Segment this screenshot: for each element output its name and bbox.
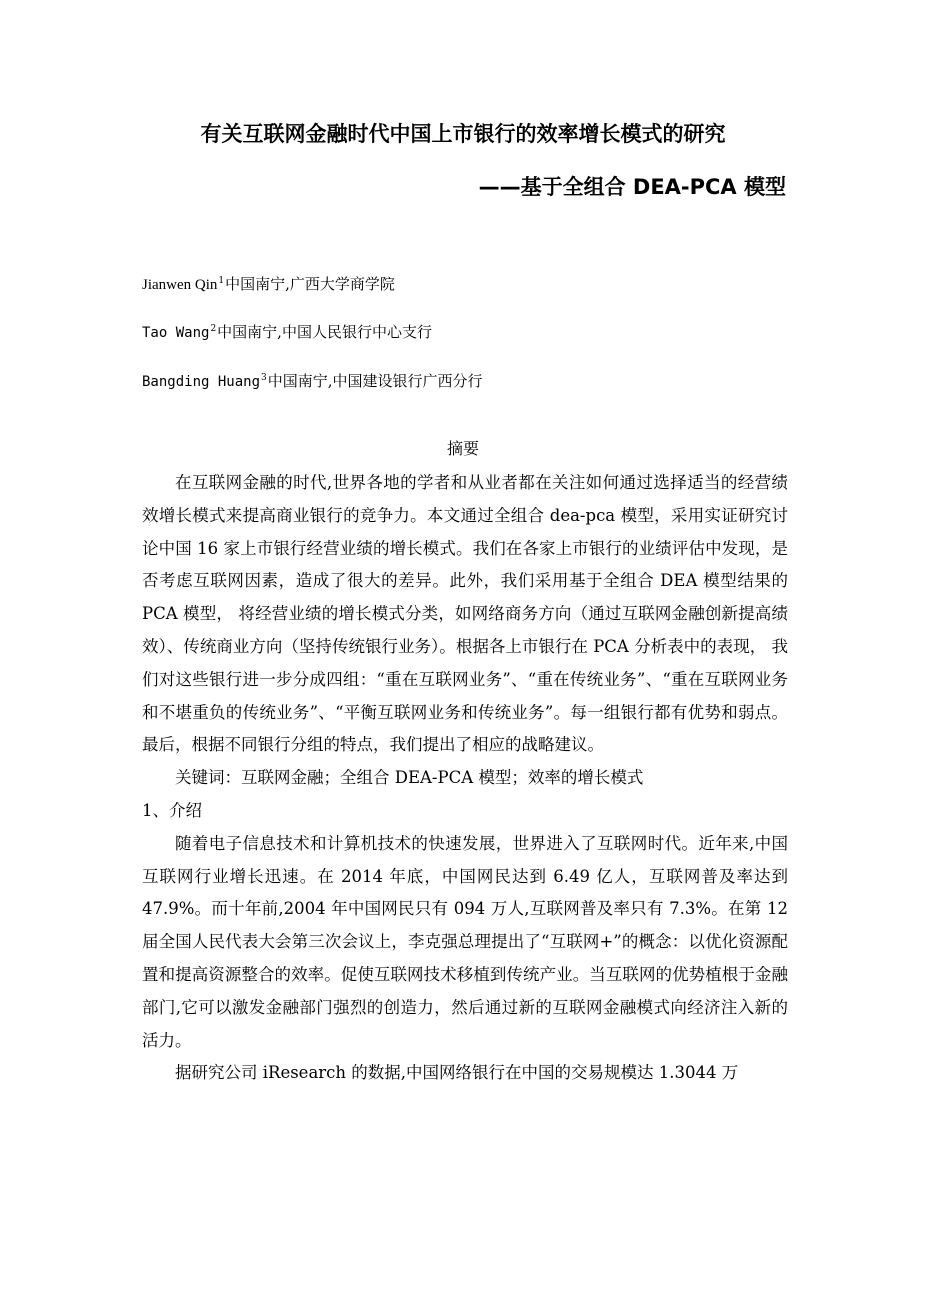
author-superscript: 1 xyxy=(218,276,225,286)
author-name: Jianwen Qin xyxy=(142,277,218,293)
author-superscript: 2 xyxy=(210,324,217,334)
intro-paragraph-1: 随着电子信息技术和计算机技术的快速发展，世界进入了互联网时代。近年来,中国互联网行业增长迅速。在 2014 年底，中国网民达到 6.49 亿人，互联网普及率达到 47.9%。而十年前,2004 年中国网民只有 094 万人,互联网普及率只有 7.3%。在第 12 届全国人民代表大会第三次会议上，李克强总理提出了“互联网+”的概念：以优化资源配置和提高资源整合的效率。促使互联网技术移植到传统产业。当互联网的优势植根于金融部门,它可以激发金融部门强烈的创造力，然后通过新的互联网金融模式向经济注入新的活力。 xyxy=(142,833,788,1050)
author-name: Bangding Huang xyxy=(142,374,261,390)
author-superscript: 3 xyxy=(261,373,267,383)
keywords-line: 关键词：互联网金融；全组合 DEA-PCA 模型；效率的增长模式 xyxy=(175,768,644,788)
abstract-paragraph: 在互联网金融的时代,世界各地的学者和从业者都在关注如何通过选择适当的经营绩效增长模式来提高商业银行的竞争力。本文通过全组合 dea-pca 模型，采用实证研究讨论中国 16 家上市银行经营业绩的增长模式。我们在各家上市银行的业绩评估中发现，是否考虑互联网因素，造成了很大的差异。此外，我们采用基于全组合 DEA 模型结果的 PCA 模型， 将经营业绩的增长模式分类，如网络商务方向（通过互联网金融创新提高绩效）、传统商业方向（坚持传统银行业务）。根据各上市银行在 PCA 分析表中的表现， 我们对这些银行进一步分成四组：“重在互联网业务”、“重在传统业务”、“重在互联网业务和不堪重负的传统业务”、“平衡互联网业务和传统业务”。每一组银行都有优势和弱点。最后，根据不同银行分组的特点，我们提出了相应的战略建议。 xyxy=(142,473,788,755)
author-affiliation: 中国南宁,中国人民银行中心支行 xyxy=(217,323,432,341)
paper-subtitle: ——基于全组合 DEA-PCA 模型 xyxy=(478,175,786,199)
intro-paragraph-2: 据研究公司 iResearch 的数据,中国网络银行在中国的交易规模达 1.3044 万 xyxy=(175,1063,739,1083)
author-affiliation: 中国南宁,广西大学商学院 xyxy=(225,275,395,293)
abstract-heading: 摘要 xyxy=(446,439,479,458)
section-heading: 1、介绍 xyxy=(142,800,202,820)
author-affiliation: 中国南宁,中国建设银行广西分行 xyxy=(267,372,483,390)
author-name: Tao Wang xyxy=(142,325,210,341)
paper-body xyxy=(142,467,788,1090)
author-line-1 xyxy=(142,273,395,294)
author-line-2 xyxy=(142,321,432,342)
author-line-3 xyxy=(142,370,483,391)
paper-title: 有关互联网金融时代中国上市银行的效率增长模式的研究 xyxy=(200,122,726,146)
